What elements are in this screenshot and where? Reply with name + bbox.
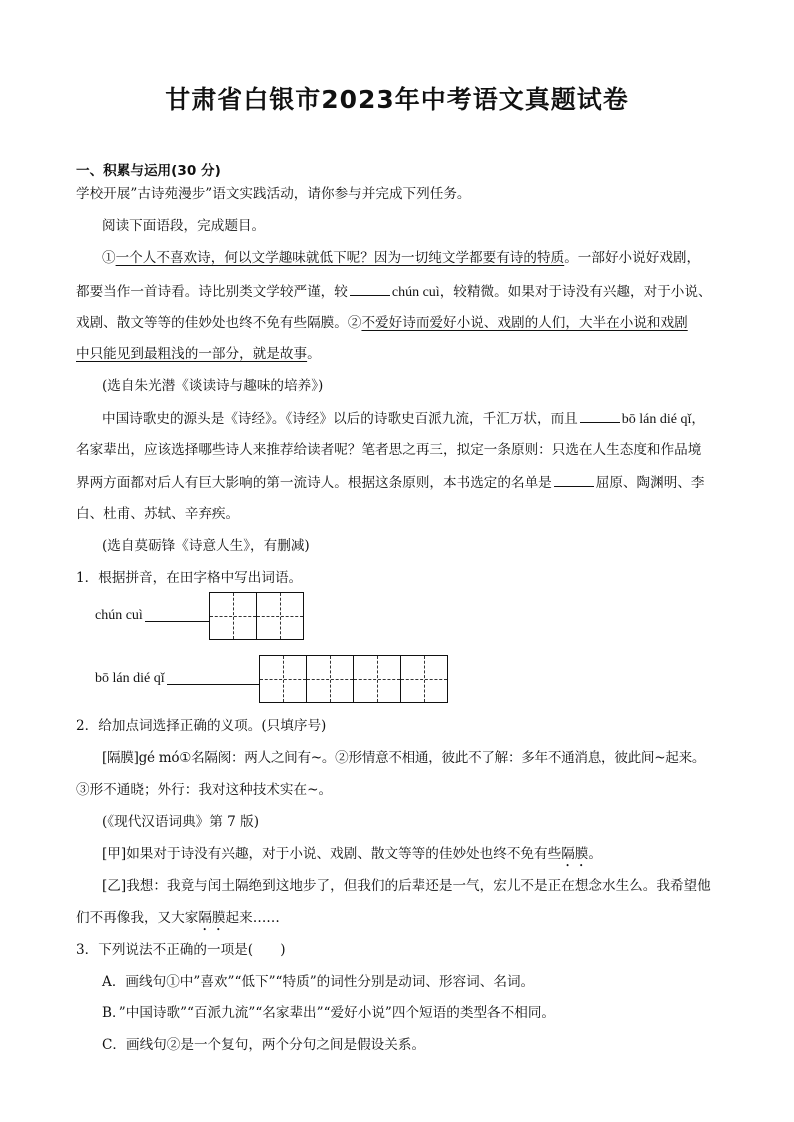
tianzige-grid xyxy=(259,655,448,703)
tianzige-cell[interactable] xyxy=(400,655,448,703)
option-c[interactable]: C．画线句②是一个复句，两个分句之间是假设关系。 xyxy=(102,1037,426,1053)
example-text: [甲]如果对于诗没有兴趣，对于小说、戏剧、散文等等的佳妙处也终不免有些 xyxy=(102,846,562,862)
passage1-text: 戏剧、散文等等的佳妙处也终不免有些隔膜。 xyxy=(76,315,348,331)
answer-row-bolandieqi xyxy=(95,655,448,703)
passage1-text: 。一部好小说好戏剧， xyxy=(564,250,701,266)
tianzige-grid xyxy=(209,592,304,640)
tianzige-cell[interactable] xyxy=(256,592,304,640)
circled-number-2: ② xyxy=(347,315,362,331)
passage1-text: 都要当作一首诗看。诗比别类文学较严谨，较 xyxy=(76,284,348,300)
passage2-text: 中国诗歌史的源头是《诗经》。《诗经》以后的诗歌史百派九流，千汇万状，而且 xyxy=(102,411,578,427)
label-underline xyxy=(167,683,259,685)
circled-number-1: ① xyxy=(102,250,116,266)
dictionary-entry-line1: [隔膜]gé mó①名隔阂：两人之间有~。②形情意不相通，彼此不了解：多年不通消息，彼此间~起来。 xyxy=(102,750,706,766)
underlined-sentence-1: 一个人不喜欢诗，何以文学趣味就低下呢？因为一切纯文学都要有诗的特质 xyxy=(115,250,565,266)
underlined-sentence-2b: 中只能见到最粗浅的一部分，就是故事 xyxy=(76,346,308,362)
passage2-text: ， xyxy=(691,411,705,427)
tianzige-cell[interactable] xyxy=(306,655,354,703)
option-a[interactable]: A．画线句①中”喜欢”“低下”“特质”的词性分别是动词、形容词、名词。 xyxy=(102,974,535,990)
section-intro: 学校开展”古诗苑漫步”语文实践活动，请你参与并完成下列任务。 xyxy=(76,186,471,202)
passage1-text: ，较精微。如果对于诗没有兴趣，对于小说、 xyxy=(439,284,712,300)
question-1: 1．根据拼音，在田字格中写出词语。 xyxy=(76,570,303,586)
example-yi-line1: [乙]我想：我竟与闰土隔绝到这地步了，但我们的后辈还是一气，宏儿不是正在想念水生么。我希望他 xyxy=(102,878,711,894)
passage2-line1 xyxy=(102,408,756,430)
option-b[interactable]: B．”中国诗歌”“百派九流”“名家辈出”“爱好小说”四个短语的类型各不相同。 xyxy=(102,1005,556,1021)
answer-blank[interactable] xyxy=(580,408,620,423)
passage2-line4: 白、杜甫、苏轼、辛弃疾。 xyxy=(76,506,240,522)
passage2-text: 屈原、陶渊明、李 xyxy=(595,475,705,491)
passage1-line2 xyxy=(76,281,756,303)
example-yi-line2 xyxy=(76,908,756,934)
passage1-line4 xyxy=(76,344,756,364)
example-jia xyxy=(102,844,756,870)
passage2-line2: 名家辈出，应该选择哪些诗人来推荐给读者呢？笔者思之再三，拟定一条原则：只选在人生态度和作品境 xyxy=(76,442,702,458)
example-text: 起来…… xyxy=(225,910,280,926)
grid-label: bō lán dié qǐ xyxy=(95,671,165,686)
passage1-source: (选自朱光潜《谈读诗与趣味的培养》) xyxy=(102,378,324,394)
grid-label: chún cuì xyxy=(95,608,143,623)
label-underline xyxy=(145,620,209,622)
dictionary-source: (《现代汉语词典》第 7 版) xyxy=(102,814,260,830)
answer-row-chuncui xyxy=(95,592,304,640)
dotted-word: 隔膜 xyxy=(198,910,226,926)
pinyin-chuncui: chún cuì xyxy=(391,285,440,300)
question-3: 3．下列说法不正确的一项是( ) xyxy=(76,942,286,958)
passage1-line1 xyxy=(102,248,756,268)
underlined-sentence-2a: 不爱好诗而爱好小说、戏剧的人们，大半在小说和戏剧 xyxy=(361,315,688,331)
reading-instruction: 阅读下面语段，完成题目。 xyxy=(102,218,266,234)
pinyin-bolandieqi: bō lán dié qǐ xyxy=(621,412,692,427)
dictionary-entry-line2: ③形不通晓；外行：我对这种技术实在~。 xyxy=(76,782,333,798)
answer-blank[interactable] xyxy=(554,472,594,487)
tianzige-cell[interactable] xyxy=(209,592,257,640)
passage1-line3 xyxy=(76,313,756,333)
passage2-text: 界两方面都对后人有巨大影响的第一流诗人。根据这条原则，本书选定的名单是 xyxy=(76,475,552,491)
passage2-line3 xyxy=(76,472,756,493)
passage2-source: (选自莫砺锋《诗意人生》，有删减) xyxy=(102,538,310,554)
page-title: 甘肃省白银市2023年中考语文真题试卷 xyxy=(165,85,629,114)
question-2: 2．给加点词选择正确的义项。(只填序号) xyxy=(76,718,327,734)
dotted-word: 隔膜 xyxy=(561,846,589,862)
passage1-text: 。 xyxy=(307,346,321,362)
example-text: 们不再像我，又大家 xyxy=(76,910,199,926)
tianzige-cell[interactable] xyxy=(353,655,401,703)
tianzige-cell[interactable] xyxy=(259,655,307,703)
example-text: 。 xyxy=(588,846,602,862)
answer-blank[interactable] xyxy=(350,281,390,296)
section-heading: 一、积累与运用(30 分) xyxy=(76,163,221,179)
